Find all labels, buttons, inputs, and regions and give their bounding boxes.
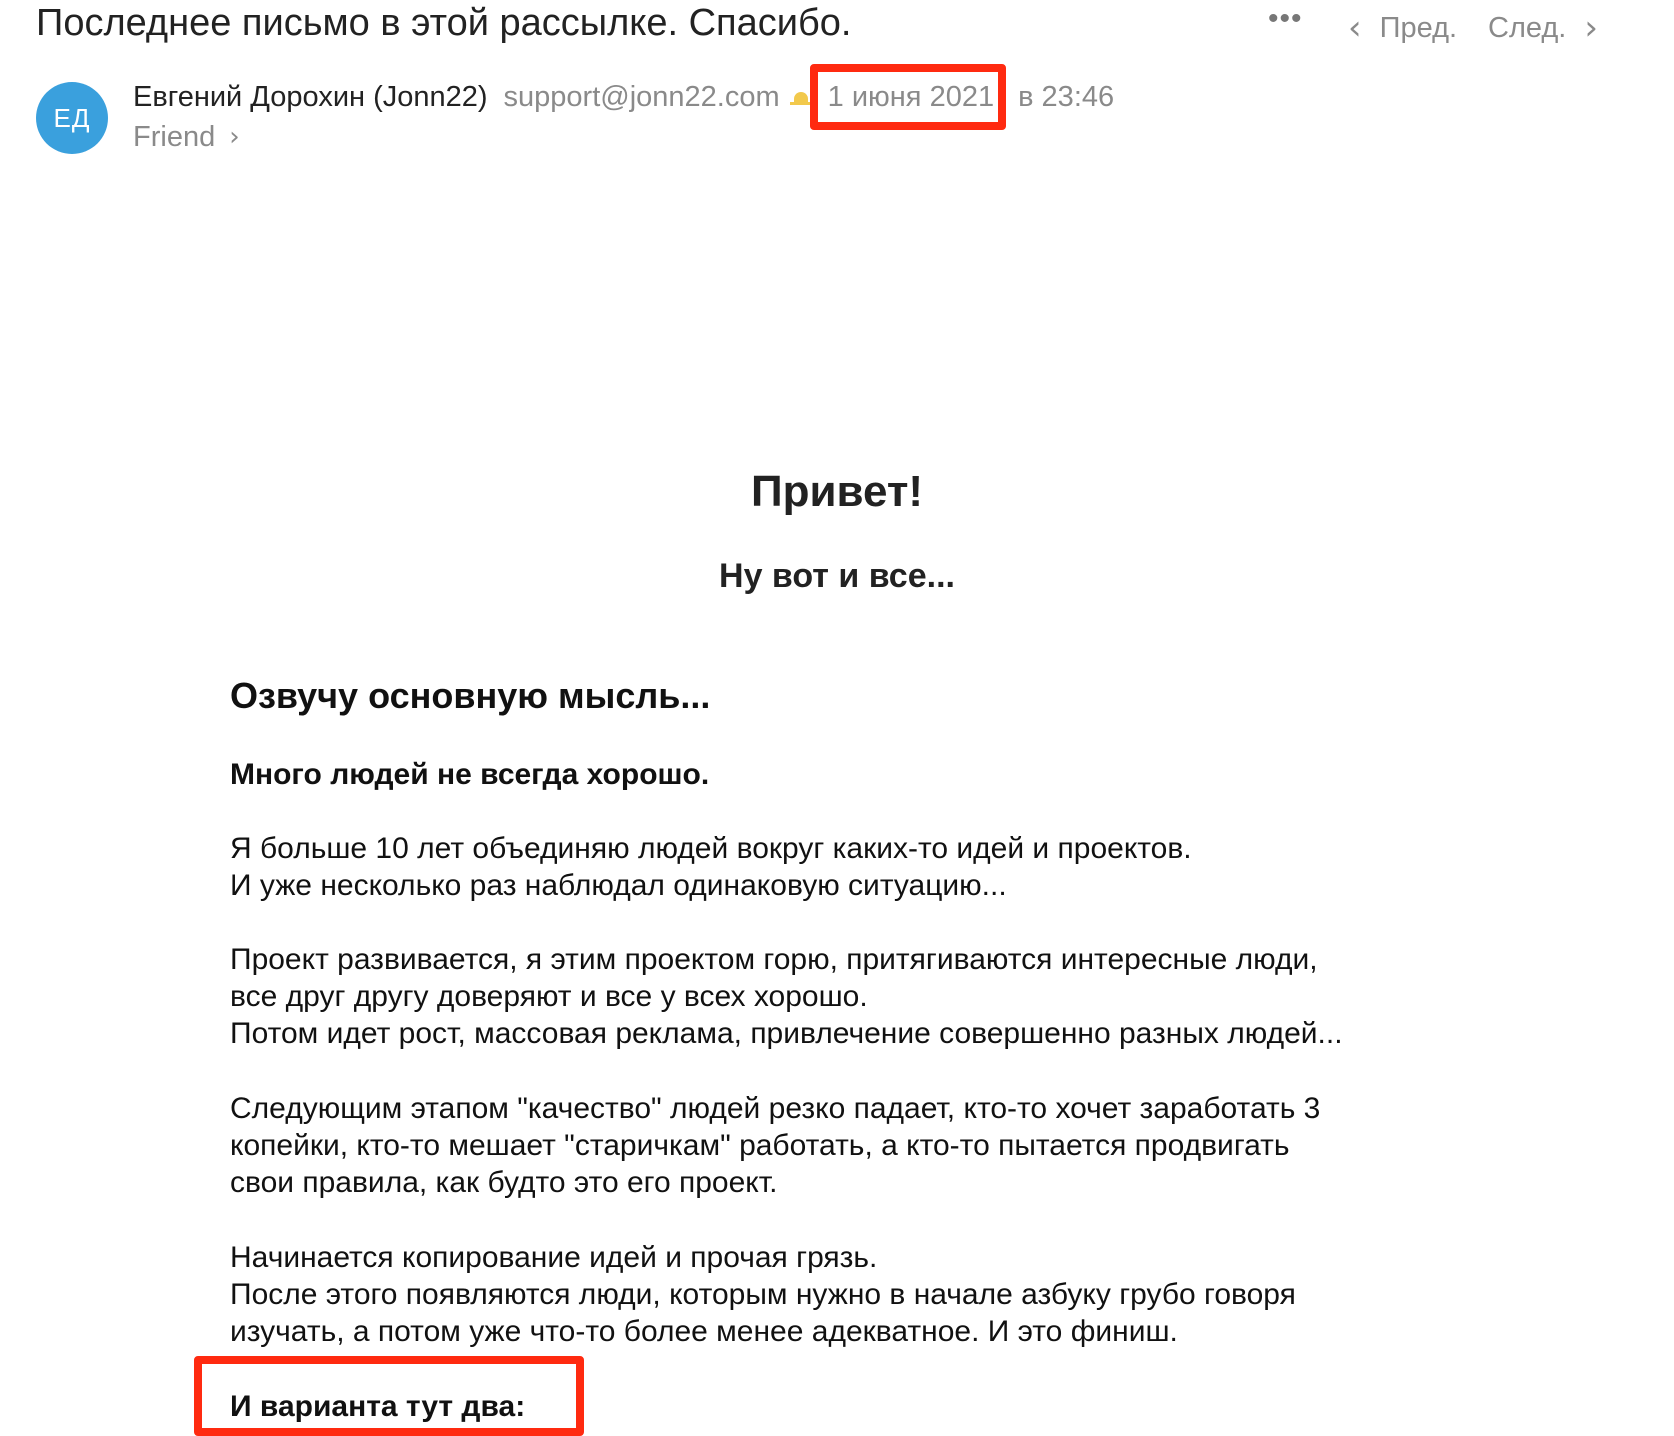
email-subgreeting: Ну вот и все...	[719, 557, 955, 595]
sender-email[interactable]: support@jonn22.com	[503, 80, 780, 113]
email-subject: Последнее письмо в этой рассылке. Спасибо.	[36, 2, 852, 44]
body-variants-heading: И варианта тут два:	[230, 1390, 526, 1423]
body-subheading: Много людей не всегда хорошо.	[230, 758, 710, 791]
chevron-right-icon: ›	[1584, 8, 1598, 48]
email-date: 1 июня 2021	[827, 80, 995, 113]
paragraph-line: копейки, кто-то мешает "старичкам" работать, а кто-то пытается продвигать	[230, 1129, 1290, 1162]
paragraph-line: И уже несколько раз наблюдал одинаковую ситуацию...	[230, 869, 1007, 902]
paragraph-line: свои правила, как будто это его проект.	[230, 1166, 778, 1199]
body-paragraph-3	[230, 1090, 1530, 1201]
avatar[interactable]: ЕД	[36, 82, 108, 154]
paragraph-line: После этого появляются люди, которым нужно в начале азбуку грубо говоря	[230, 1278, 1296, 1311]
chevron-left-icon: ‹	[1348, 8, 1362, 48]
prev-email-label: Пред.	[1379, 11, 1458, 44]
paragraph-line: Начинается копирование идей и прочая грязь.	[230, 1241, 878, 1274]
next-email-button[interactable]	[1488, 6, 1598, 50]
paragraph-line: все друг другу доверяют и все у всех хорошо.	[230, 980, 868, 1013]
paragraph-line: Потом идет рост, массовая реклама, привлечение совершенно разных людей...	[230, 1017, 1343, 1050]
more-horizontal-icon[interactable]: •••	[1268, 2, 1303, 35]
next-email-label: След.	[1488, 11, 1567, 44]
recipient-name: Friend	[133, 120, 216, 153]
recipient-toggle[interactable]	[133, 116, 240, 158]
sun-icon	[790, 86, 814, 108]
email-time: в 23:46	[1018, 80, 1115, 113]
email-greeting: Привет!	[750, 467, 924, 516]
paragraph-line: изучать, а потом уже что-то более менее адекватное. И это финиш.	[230, 1315, 1178, 1348]
sender-line	[133, 76, 1114, 118]
sender-name[interactable]: Евгений Дорохин (Jonn22)	[133, 80, 488, 113]
body-paragraph-2	[230, 941, 1530, 1052]
prev-email-button[interactable]	[1348, 6, 1457, 50]
body-paragraph-1	[230, 830, 1530, 904]
body-heading: Озвучу основную мысль...	[230, 675, 711, 716]
paragraph-line: Следующим этапом "качество" людей резко падает, кто-то хочет заработать 3	[230, 1092, 1321, 1125]
paragraph-line: Я больше 10 лет объединяю людей вокруг каких-то идей и проектов.	[230, 832, 1192, 865]
body-paragraph-4	[230, 1239, 1530, 1350]
chevron-right-icon: ›	[229, 122, 240, 152]
paragraph-line: Проект развивается, я этим проектом горю, притягиваются интересные люди,	[230, 943, 1318, 976]
